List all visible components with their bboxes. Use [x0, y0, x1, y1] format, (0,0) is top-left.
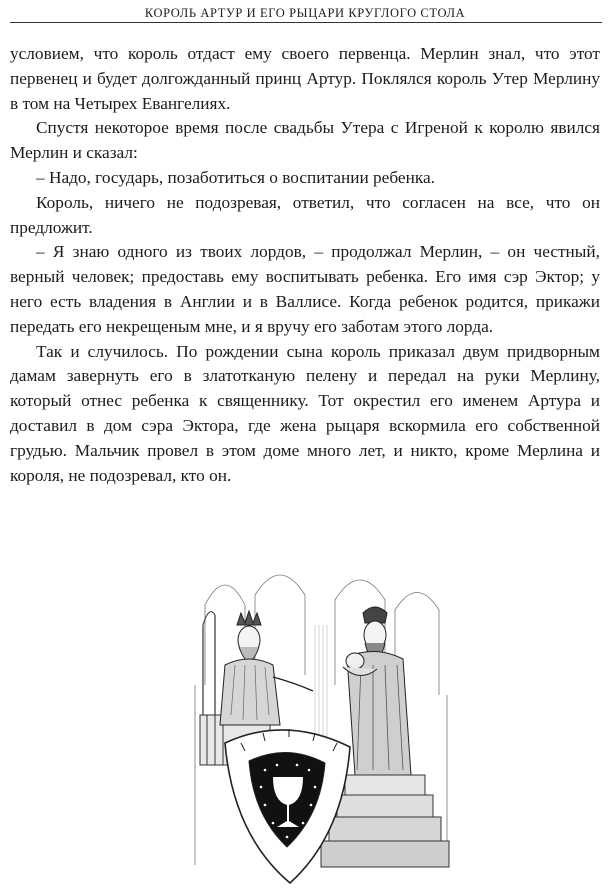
engraving-illustration: [185, 565, 455, 891]
paragraph-3: – Надо, государь, позаботиться о воспитании ребенка.: [36, 167, 435, 187]
engraving-svg: [185, 565, 455, 891]
paragraph-2: Спустя некоторое время после свадьбы Утера с Игреной к королю явился Мерлин и сказал:: [10, 118, 600, 163]
header-rule: [10, 22, 602, 23]
paragraph-1: условием, что король отдаст ему своего первенца. Мерлин знал, что этот первенец и будет долгожданный принц Артур. Поклялся король Утер Мерлину в том на Четырех Евангелиях.: [10, 44, 600, 113]
paragraph-6: Так и случилось. По рождении сына король приказал двум придворным дамам завернуть его в златотканую пелену и передал на руки Мерлину, который отнес ребенка к священнику. Тот окрестил его именем Артура и доставил в дом сэра Эктора, где жена рыцаря вскормила его собственной грудью. Мальчик провел в этом доме много лет, и никто, кроме Мерлина и короля, не подозревал, кто он.: [10, 341, 600, 485]
infant: [346, 653, 364, 669]
running-title: КОРОЛЬ АРТУР И ЕГО РЫЦАРИ КРУГЛОГО СТОЛА: [144, 6, 466, 20]
king-figure: [220, 611, 313, 725]
paragraph-4: Король, ничего не подозревая, ответил, что согласен на все, что он предложит.: [10, 192, 600, 237]
paragraph-5: – Я знаю одного из твоих лордов, – продолжал Мерлин, – он честный, верный человек; предоставь ему воспитывать ребенка. Его имя сэр Эктор; у него есть владения в Англии и в Валлисе. Когда ребенок родится, прикажи передать его некрещеным мне, и я вручу его заботам этого лорда.: [10, 242, 600, 336]
body-text: [10, 42, 600, 488]
merlin-figure: [343, 607, 411, 775]
